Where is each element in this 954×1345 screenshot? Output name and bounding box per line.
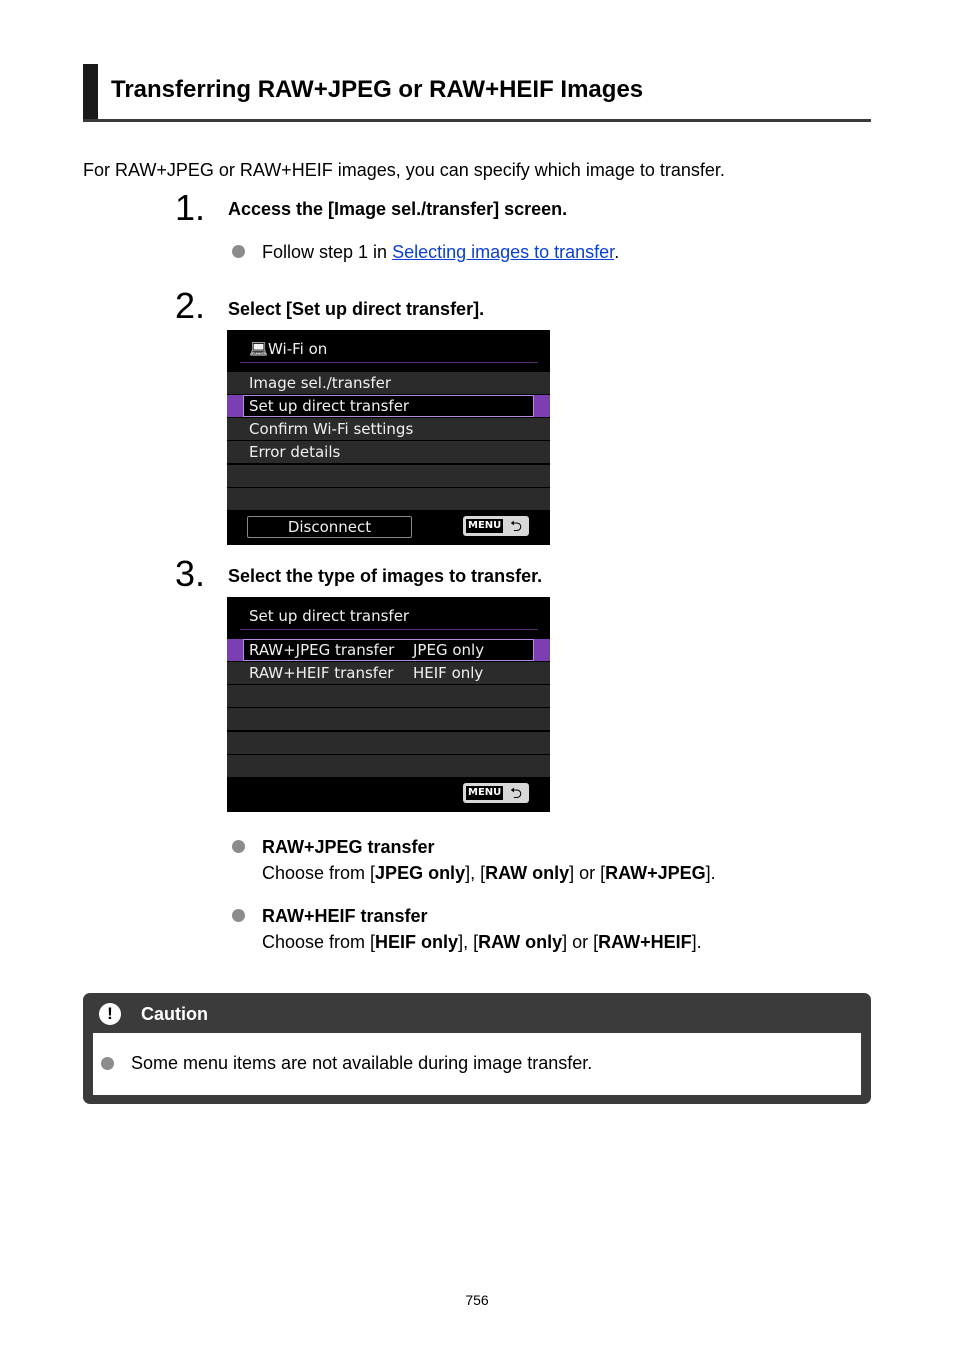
menu-item-set-up-direct[interactable]: Set up direct transfer [227,395,550,417]
step-text-2: Select [Set up direct transfer]. [228,299,485,319]
bullet-icon [232,245,245,258]
bullet-icon [101,1057,114,1070]
menu-item-empty [227,755,550,777]
screen-footer [227,778,550,812]
caution-box [83,993,871,1104]
caution-title: Caution [141,1004,208,1024]
caution-icon: ! [99,1003,121,1025]
wifi-on-screen [227,330,550,545]
caution-body [93,1033,861,1095]
screen-header: 💻︎Wi-Fi on [249,340,328,358]
heading-bar [83,64,98,119]
return-arrow-icon: ⮌ [510,784,523,802]
screen-footer [227,511,550,545]
page-title: Transferring RAW+JPEG or RAW+HEIF Images [111,76,644,103]
disconnect-button[interactable]: Disconnect [247,516,412,538]
menu-item-empty [227,488,550,510]
header-divider [240,362,538,363]
section-heading [83,64,871,122]
direct-transfer-screen [227,597,550,812]
laptop-icon: 💻︎ [249,340,269,358]
page-number: 756 [465,1292,489,1308]
option-raw-heif: RAW+HEIF transfer Choose from [HEIF only], [RAW only] or [RAW+HEIF]. [262,906,702,952]
selecting-images-link[interactable]: Selecting images to transfer [392,242,615,262]
menu-item-image-sel[interactable]: Image sel./transfer [227,372,550,394]
bullet-icon [232,909,245,922]
step-text-3: Select the type of images to transfer. [228,566,543,586]
menu-item-raw-jpeg[interactable]: RAW+JPEG transfer JPEG only [227,639,550,661]
menu-item-empty [227,465,550,487]
header-divider [240,629,538,630]
option-raw-jpeg: RAW+JPEG transfer Choose from [JPEG only], [RAW only] or [RAW+JPEG]. [262,837,716,883]
step1-bullet-text: Follow step 1 in Selecting images to transfer. [262,242,620,262]
menu-item-error-details[interactable]: Error details [227,441,550,463]
caution-text: Some menu items are not available during image transfer. [131,1053,593,1073]
bullet-icon [232,840,245,853]
intro-text: For RAW+JPEG or RAW+HEIF images, you can specify which image to transfer. [83,160,725,180]
menu-return-button[interactable]: MENU ⮌ [463,783,529,803]
menu-return-button[interactable]: MENU ⮌ [463,516,529,536]
menu-item-raw-heif[interactable]: RAW+HEIF transfer HEIF only [227,662,550,684]
menu-item-empty [227,685,550,707]
screen-header: Set up direct transfer [249,607,410,625]
return-arrow-icon: ⮌ [510,517,523,535]
menu-item-empty [227,732,550,754]
step-text-1: Access the [Image sel./transfer] screen. [228,199,568,219]
step-number-3: 3. [175,553,206,594]
menu-item-confirm-wifi[interactable]: Confirm Wi-Fi settings [227,418,550,440]
step-number-1: 1. [175,187,206,228]
step-number-2: 2. [175,285,206,326]
menu-item-empty [227,708,550,730]
